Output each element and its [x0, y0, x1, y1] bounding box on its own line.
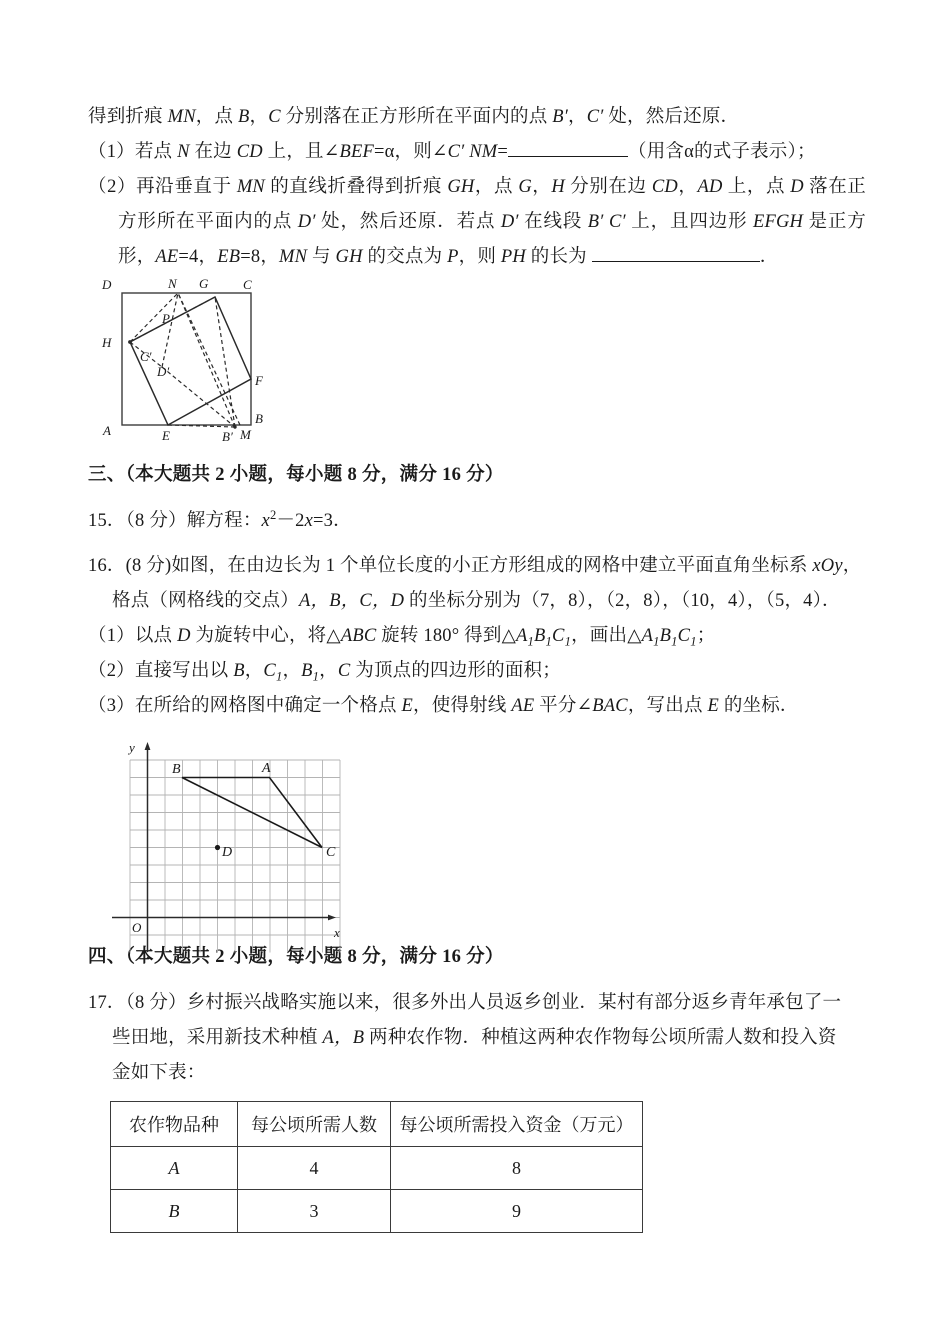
q15-eq-end: =3． [313, 511, 352, 531]
q17-number: 17 [88, 993, 107, 1013]
point-H-dot [128, 340, 132, 344]
q16-sub3 [88, 689, 866, 724]
q14-sub2-cd: CD [651, 177, 678, 197]
q16-sub3-t5: 的坐标． [719, 696, 799, 716]
q16-sub1-t1: 以点 [134, 626, 178, 646]
q16-sub1-abc: ABC [340, 626, 377, 646]
figure2-label-C: C [326, 845, 336, 860]
edge-Bprime-G [215, 297, 235, 427]
header-funds: 每公顷所需投入资金（万元） [391, 1102, 643, 1147]
q14-sub2-t1: 再沿垂直于 [136, 177, 237, 197]
q14-sub1-n: N [177, 142, 190, 162]
q14-sub2-ph: PH [500, 247, 526, 267]
q15-eq-exponent: 2 [269, 507, 277, 522]
q14-sub1-bef: BEF [339, 142, 374, 162]
table-row [111, 1190, 643, 1233]
point-Bprime-dot [233, 425, 236, 428]
q16-sub1-d: D [177, 626, 191, 646]
folded-square-svg [100, 275, 300, 443]
header-crop-type: 农作物品种 [111, 1102, 238, 1147]
q14-sub2 [88, 170, 866, 275]
figure2-label-x: x [334, 925, 340, 940]
figure1-label-Bprime: B′ [222, 429, 233, 444]
figure-folded-square [100, 275, 866, 448]
q16-line1-text: 如图，在由边长为 1 个单位长度的小正方形组成的网格中建立平面直角坐标系 [171, 556, 813, 576]
figure1-label-P: P [162, 311, 170, 326]
q14-sub2-t8: 落在正方形所在平面内的点 [118, 177, 866, 232]
q14-sub2-d: D [790, 177, 804, 197]
q14-line1-pre: 得到折痕 [88, 107, 168, 127]
q16-sub1-marker: （1） [88, 626, 135, 646]
q16-sub3-t4: ，写出点 [627, 696, 708, 716]
q14-sub2-ae: AE [155, 247, 179, 267]
crease-MN [178, 293, 240, 425]
q14-sub2-p: P [447, 247, 459, 267]
q14-sub2-bp: B′ C′ [587, 212, 626, 232]
figure2-label-y: y [129, 740, 135, 755]
q16-marker: ．(8 分) [106, 556, 172, 576]
q14-sub2-t18: 的长为 [525, 247, 592, 267]
q14-sub2-gh2: GH [335, 247, 363, 267]
q14-sub2-t9: 处，然后还原．若点 [315, 212, 501, 232]
q14-mid: ，点 [195, 107, 239, 127]
q16-sub3-bac: BAC [592, 696, 628, 716]
figure2-label-origin: O [132, 920, 142, 935]
figure1-label-F: F [255, 373, 263, 388]
q16-sub1-a1b1c1: $A_1B_1C_1$ [516, 626, 572, 649]
q16-sub3-e: E [401, 696, 414, 716]
q17-crops-ab: A，B [322, 1028, 365, 1048]
q16-line1 [88, 549, 866, 584]
q14-sub2-marker: （2） [88, 177, 137, 197]
cell-people-b: 3 [238, 1190, 391, 1233]
q14-b: B [238, 107, 250, 127]
q14-sub1-t5: （用含α的式子表示）； [628, 142, 816, 162]
q14-sub1-eq: = [497, 142, 509, 162]
figure1-label-Cprime: C′ [140, 349, 152, 364]
q16-line2 [88, 584, 866, 619]
header-people: 每公顷所需人数 [238, 1102, 391, 1147]
grid-lines [130, 760, 340, 953]
q16-line1-end: ， [842, 556, 862, 576]
q14-sub2-t15: 与 [307, 247, 336, 267]
q14-sub1-marker: （1） [88, 142, 135, 162]
figure2-label-A: A [262, 761, 271, 776]
q14-sub1-t4: =α，则∠ [373, 142, 448, 162]
q17-line1-text: 乡村振兴战略实施以来，很多外出人员返乡创业．某村有部分返乡青年承包了一 [186, 993, 842, 1013]
coordinate-grid-svg [98, 738, 348, 940]
x-axis-arrow [328, 915, 336, 921]
q15-number: 15 [88, 511, 107, 531]
section-4-heading: 四、（本大题共 2 小题，每小题 8 分，满分 16 分） [88, 947, 504, 967]
q16-sub2-b1: $B_1$ [301, 661, 320, 684]
q16-sub1-t4: ，画出△ [571, 626, 642, 646]
q16-sub2 [88, 654, 866, 689]
figure-coordinate-grid [98, 738, 866, 940]
q14-sub2-t16: 的交点为 [362, 247, 448, 267]
q16-number: 16 [88, 556, 107, 576]
q14-sub2-dp: D′ [297, 212, 316, 232]
q16-points: A，B，C，D [299, 591, 405, 611]
q14-sub2-g: G [518, 177, 532, 197]
q16-sub3-t2: ，使得射线 [413, 696, 512, 716]
q14-end: 处，然后还原． [603, 107, 740, 127]
q16-sub2-t3: ， [282, 661, 302, 681]
q16-sub3-t1: 在所给的网格图中确定一个格点 [134, 696, 402, 716]
figure1-label-D: D [102, 277, 112, 292]
q16-sub1-t5: ； [696, 626, 716, 646]
q14-sub2-t19: ． [759, 247, 779, 267]
q14-sub2-answer-blank[interactable] [592, 261, 760, 262]
q14-sub2-t3: ，点 [474, 177, 519, 197]
q15-marker: ．（8 分） [106, 511, 187, 531]
figure1-label-H: H [102, 335, 112, 350]
edge-Bprime-N [178, 293, 235, 427]
q14-sub2-t12: 是正方形， [118, 212, 866, 267]
q14-sub2-t11: 上，且四边形 [625, 212, 753, 232]
edge-H-N [130, 293, 178, 342]
figure1-label-N: N [168, 276, 177, 291]
q14-sub1-answer-blank[interactable] [508, 156, 628, 157]
point-D-dot [215, 845, 220, 850]
q16-sub2-t1: 直接写出以 [134, 661, 234, 681]
q14-bprime: B′ [552, 107, 568, 127]
q16-sub1-t3: 旋转 180° 得到△ [376, 626, 517, 646]
q14-sub2-h: H [551, 177, 565, 197]
table-row [111, 1147, 643, 1190]
q14-comma2: ， [568, 107, 587, 127]
q16-sub1-a1b1c1-b: $A_1B_1C_1$ [641, 626, 697, 649]
q15-eq-mid: －2 [276, 511, 305, 531]
q14-c: C [268, 107, 281, 127]
q16-sub2-b: B [233, 661, 245, 681]
q16-sub2-c: C [337, 661, 351, 681]
page-content [88, 100, 866, 1233]
q14-tail: 分别落在正方形所在平面内的点 [280, 107, 553, 127]
figure1-label-B: B [255, 411, 263, 426]
q17-line2 [88, 1021, 866, 1056]
q14-sub2-mn: MN [236, 177, 265, 197]
q14-sub1-cpnm: C′ NM [447, 142, 498, 162]
cell-people-a: 4 [238, 1147, 391, 1190]
q14-sub2-dp2: D′ [500, 212, 519, 232]
q14-sub2-t14: =8， [240, 247, 280, 267]
q14-sub1-t1: 若点 [134, 142, 178, 162]
cell-funds-a: 8 [391, 1147, 643, 1190]
q14-sub2-efgh: EFGH [752, 212, 804, 232]
cell-crop-a: A [111, 1147, 238, 1190]
crop-requirements-table [110, 1101, 643, 1233]
q14-cprime: C′ [586, 107, 604, 127]
q14-sub2-eb: EB [217, 247, 241, 267]
q16-sub2-t5: 为顶点的四边形的面积； [350, 661, 561, 681]
figure1-label-M: M [240, 427, 251, 442]
q17-line2-a: 些田地，采用新技术种植 [112, 1028, 323, 1048]
q14-line1 [88, 100, 866, 135]
table-wrapper [110, 1101, 866, 1233]
figure1-label-G: G [199, 276, 209, 291]
q15 [88, 504, 866, 539]
q14-sub2-t4: ， [531, 177, 552, 197]
q14-sub2-t5: 分别在边 [564, 177, 652, 197]
q17-line1 [88, 986, 866, 1021]
q15-eq-x2: x [304, 511, 314, 531]
q14-sub1-t2: 在边 [189, 142, 237, 162]
cell-crop-b: B [111, 1190, 238, 1233]
section-3-heading: 三、（本大题共 2 小题，每小题 8 分，满分 16 分） [88, 465, 504, 485]
q14-sub2-t6: ， [677, 177, 698, 197]
q14-sub2-ad: AD [697, 177, 723, 197]
q14-sub1-t3: 上，且∠ [262, 142, 340, 162]
q16-sub3-t3: 平分∠ [534, 696, 593, 716]
q14-mn: MN [167, 107, 196, 127]
q17-marker: ．（8 分） [106, 993, 187, 1013]
q16-sub2-c1: $C_1$ [263, 661, 283, 684]
figure2-label-B: B [172, 762, 181, 777]
q14-sub2-t10: 在线段 [518, 212, 588, 232]
edge-Dprime-N [162, 293, 178, 367]
q14-sub2-mn2: MN [279, 247, 308, 267]
q15-text: 解方程： [186, 511, 262, 531]
q16-sub1 [88, 619, 866, 654]
figure1-label-Dprime: D′ [157, 364, 170, 379]
q16-sub2-t2: ， [244, 661, 264, 681]
q16-sub2-t4: ， [319, 661, 338, 681]
q16-line2-b: 的坐标分别为（7，8），（2，8），（10，4），（5，4）． [404, 591, 841, 611]
cell-funds-b: 9 [391, 1190, 643, 1233]
figure2-label-D: D [222, 845, 233, 860]
q14-comma: ， [249, 107, 269, 127]
figure1-label-C: C [243, 277, 252, 292]
q16-sub2-marker: （2） [88, 661, 135, 681]
q14-sub2-t13: =4， [178, 247, 218, 267]
q14-sub2-t17: ，则 [458, 247, 501, 267]
table-header-row [111, 1102, 643, 1147]
q16-sub1-t2: 为旋转中心，将△ [190, 626, 341, 646]
q14-sub2-t2: 的直线折叠得到折痕 [264, 177, 448, 197]
q16-sub3-marker: （3） [88, 696, 135, 716]
q16-xoy: xOy [812, 556, 843, 576]
q16-sub3-ae: AE [511, 696, 535, 716]
q14-sub1 [88, 135, 866, 170]
q16-sub3-e2: E [707, 696, 719, 716]
q14-sub1-cd: CD [236, 142, 263, 162]
q17-line2-b: 两种农作物．种植这两种农作物每公顷所需人数和投入资 [364, 1028, 837, 1048]
q17-line3: 金如下表： [112, 1063, 206, 1083]
edge-Dprime-Bprime [162, 367, 235, 427]
figure1-label-A: A [103, 423, 111, 438]
q16-line2-a: 格点（网格线的交点） [112, 591, 300, 611]
y-axis-arrow [145, 742, 151, 750]
q14-sub2-gh: GH [447, 177, 475, 197]
q14-sub2-t7: 上，点 [722, 177, 791, 197]
figure1-label-E: E [162, 428, 170, 443]
q15-eq-x: x [261, 511, 270, 531]
